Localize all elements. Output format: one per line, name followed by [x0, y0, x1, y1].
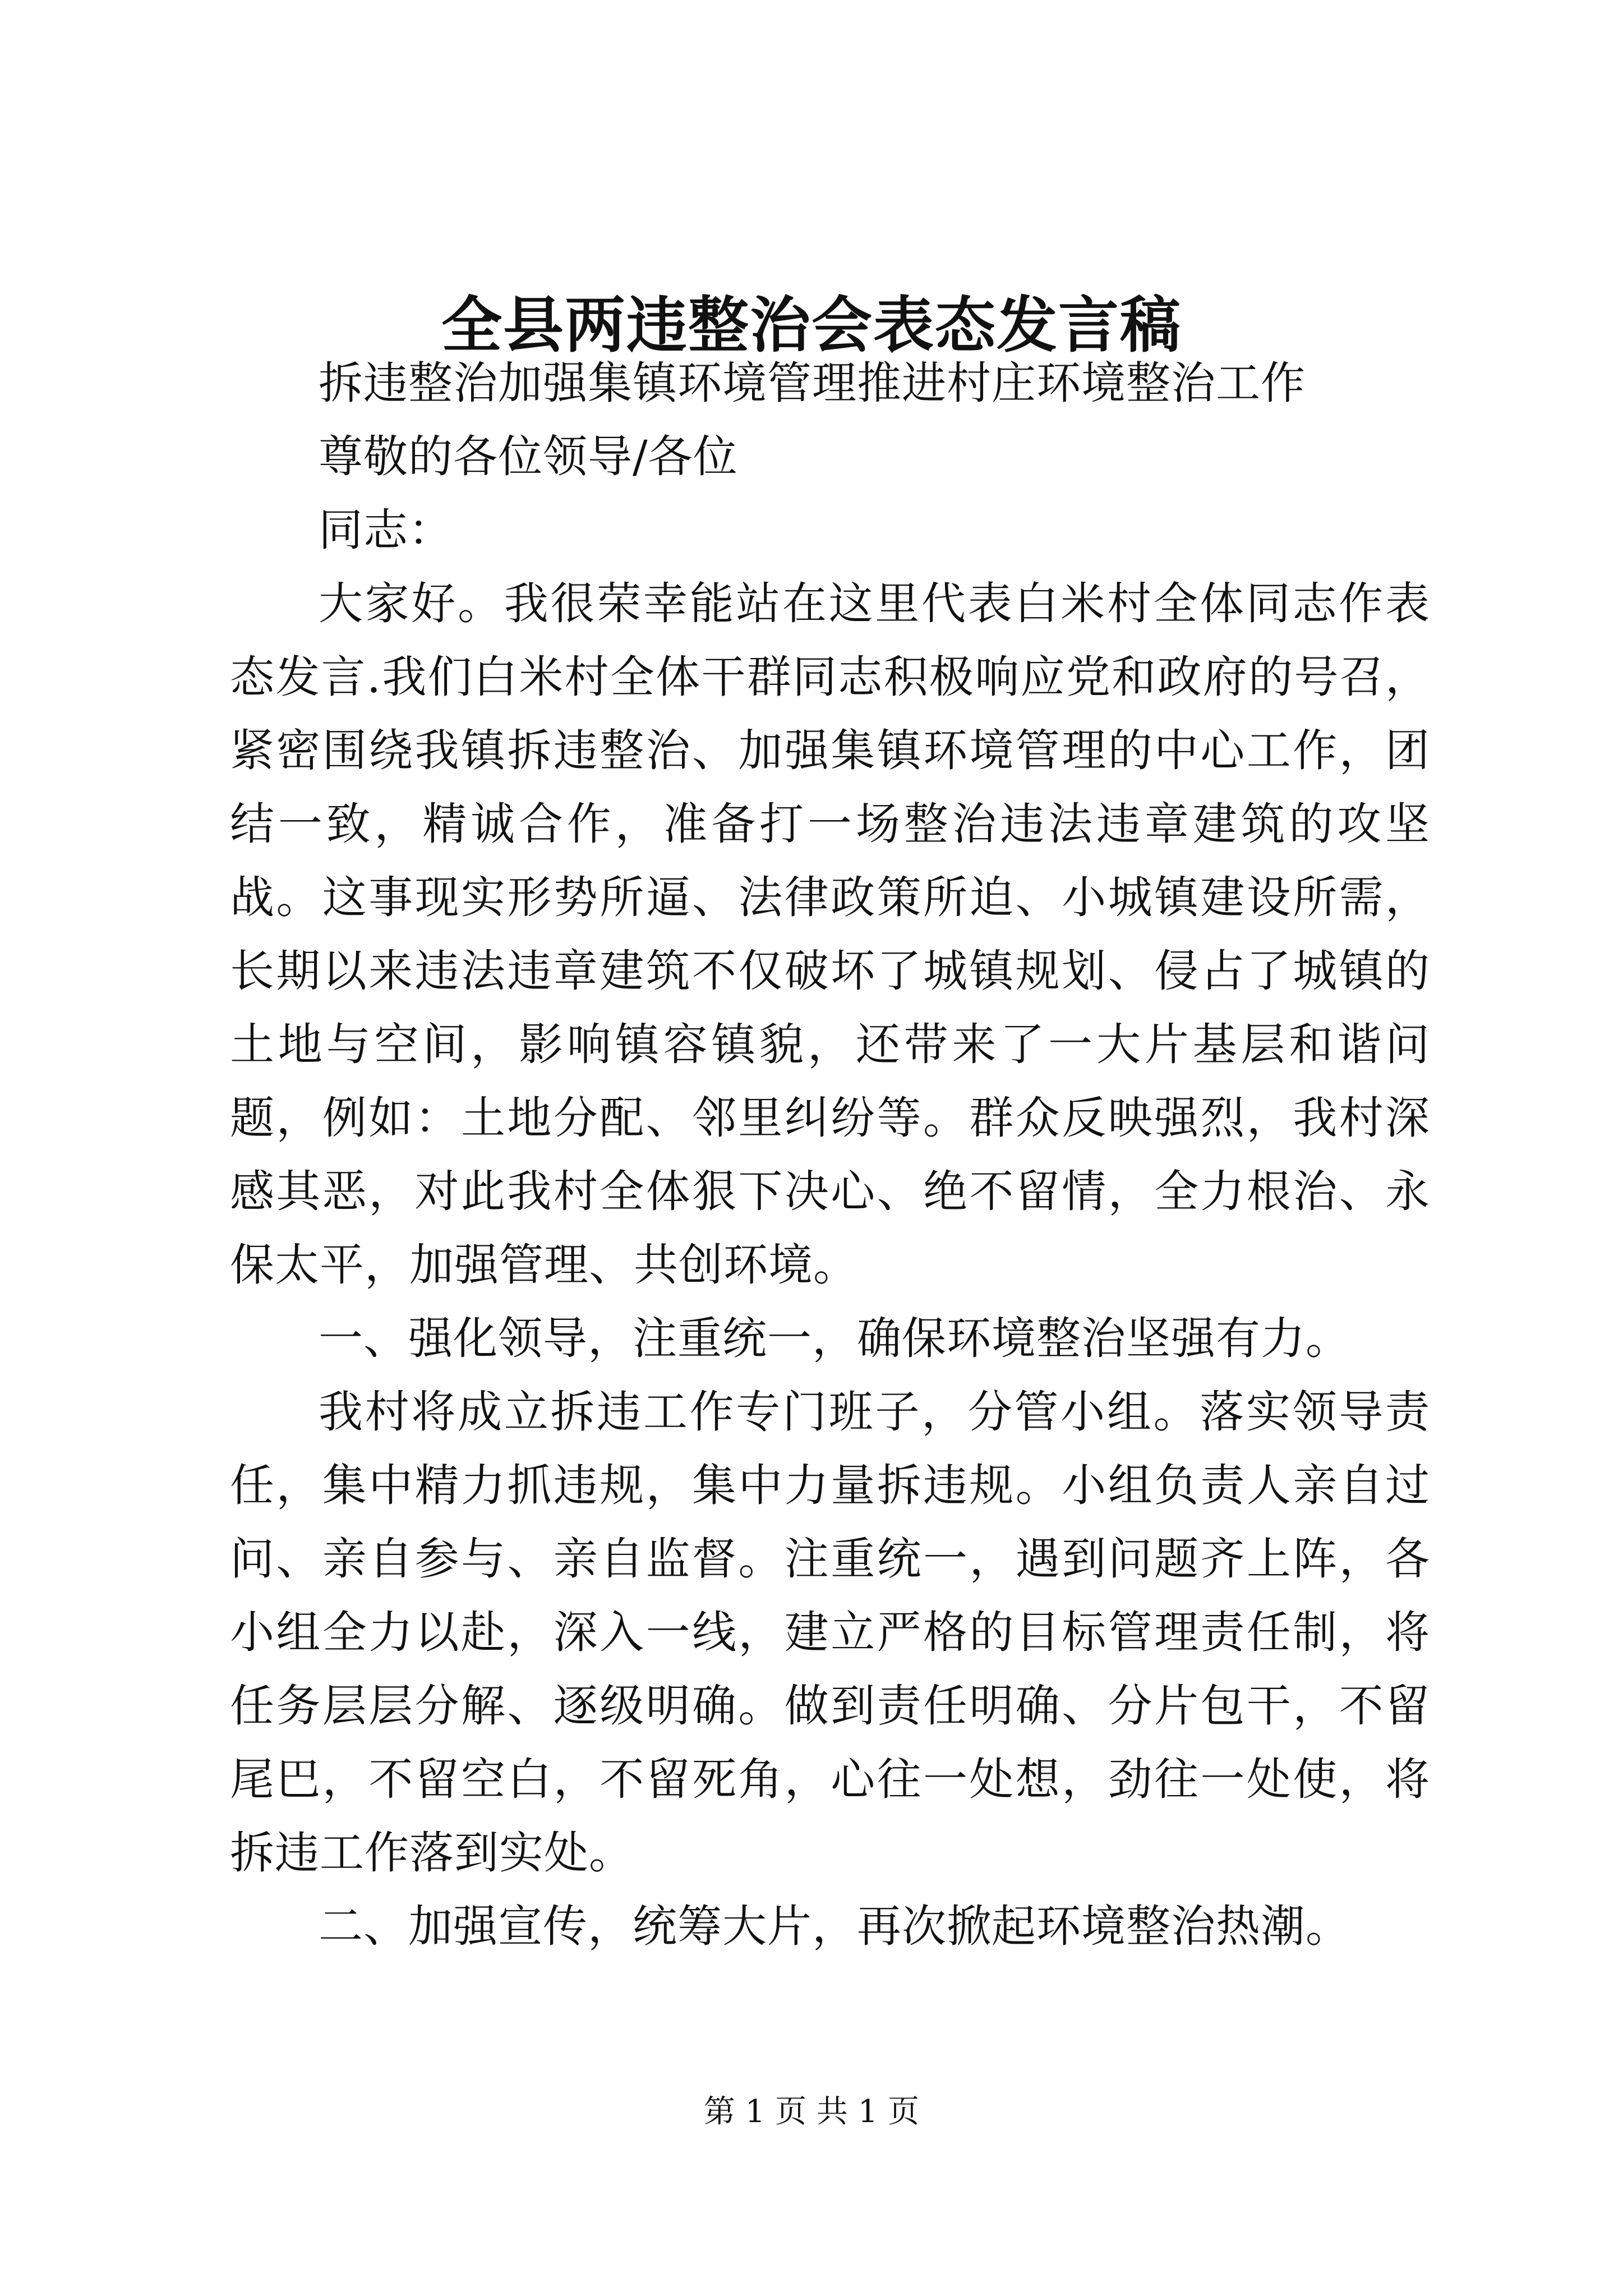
document-title: 全县两违整治会表态发言稿 — [441, 290, 1182, 361]
salutation-continuation: 同志： — [319, 504, 453, 556]
document-body — [230, 347, 1430, 1963]
salutation-line: 尊敬的各位领导/各位 — [319, 431, 738, 482]
subtitle-paragraph: 拆违整治加强集镇环境管理推进村庄环境整治工作 — [319, 357, 1306, 409]
section-heading-1: 一、强化领导，注重统一，确保环境整治坚强有力。 — [319, 1313, 1350, 1364]
page-footer: 第 1 页 共 1 页 — [703, 2093, 920, 2130]
section-heading-2: 二、加强宣传，统筹大片，再次掀起环境整治热潮。 — [319, 1901, 1350, 1952]
opening-paragraph: 大家好。我很荣幸能站在这里代表白米村全体同志作表态发言.我们白米村全体干群同志积极响应党和政府的号召，紧密围绕我镇拆违整治、加强集镇环境管理的中心工作，团结一致，精诚合作，准备打一场整治违法违章建筑的攻坚战。这事现实形势所逼、法律政策所迫、小城镇建设所需，长期以来违法违章建筑不仅破坏了城镇规划、侵占了城镇的土地与空间，影响镇容镇貌，还带来了一大片基层和谐问题，例如：土地分配、邻里纠纷等。群众反映强烈，我村深感其恶，对此我村全体狠下决心、绝不留情，全力根治、永保太平，加强管理、共创环境。 — [230, 578, 1430, 1291]
section-paragraph-1: 我村将成立拆违工作专门班子，分管小组。落实领导责任，集中精力抓违规，集中力量拆违规。小组负责人亲自过问、亲自参与、亲自监督。注重统一，遇到问题齐上阵，各小组全力以赴，深入一线，建立严格的目标管理责任制，将任务层层分解、逐级明确。做到责任明确、分片包干，不留尾巴，不留空白，不留死角，心往一处想，劲往一处使，将拆违工作落到实处。 — [230, 1386, 1430, 1879]
